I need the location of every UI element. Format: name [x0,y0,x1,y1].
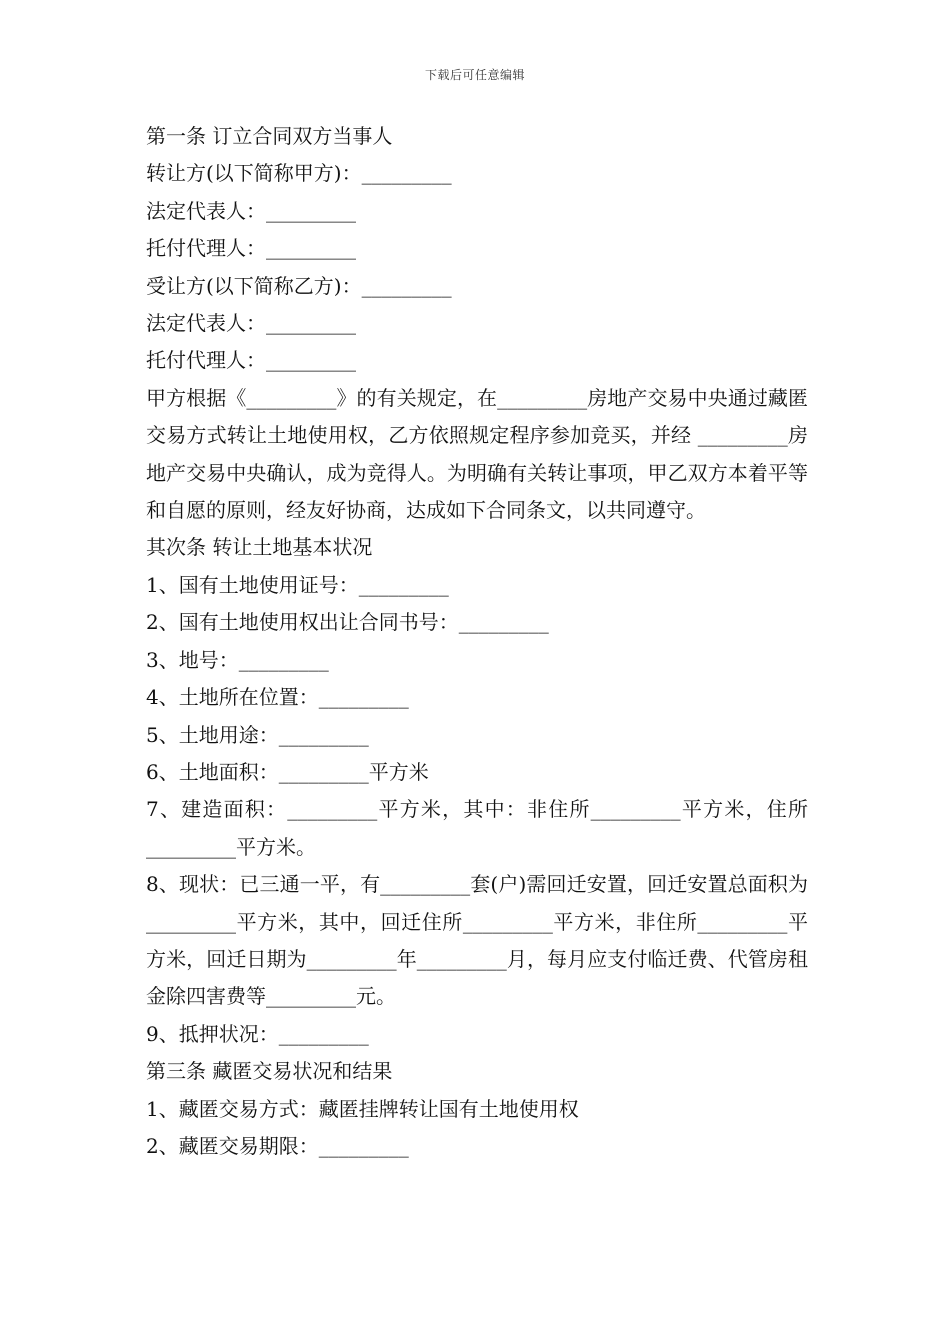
transaction-period-field: 2、藏匿交易期限：_________ [146,1133,409,1158]
land-use-field: 5、土地用途：_________ [146,722,369,747]
transferee-agent-field: 托付代理人：_________ [146,348,356,373]
transaction-method-field: 1、藏匿交易方式：藏匿挂牌转让国有土地使用权 [146,1096,579,1121]
article-2-heading: 其次条 转让土地基本状况 [146,535,373,560]
transferor-legal-rep-field: 法定代表人：_________ [146,198,356,223]
article-3-heading: 第三条 藏匿交易状况和结果 [146,1059,393,1084]
lot-number-field: 3、地号：_________ [146,647,329,672]
transferor-agent-field: 托付代理人：_________ [146,236,356,261]
transferee-field: 受让方(以下简称乙方)：_________ [146,273,452,298]
current-status-paragraph: 8、现状：已三通一平，有_________套(户)需回迁安置，回迁安置总面积为_________平方米，其中，回迁住所_________平方米，非住所_________平方米，回迁日期为_________年_________月，每月应支付临迁费、代管房租金除四害费等_________元。 [146,872,808,1009]
document-body [146,118,808,1165]
building-area-paragraph: 7、建造面积：_________平方米，其中：非住所_________平方米，住所_________平方米。 [146,797,808,859]
grant-contract-field: 2、国有土地使用权出让合同书号：_________ [146,610,549,635]
land-location-field: 4、土地所在位置：_________ [146,685,409,710]
article-1-heading: 第一条 订立合同双方当事人 [146,124,393,148]
land-area-field: 6、土地面积：_________平方米 [146,759,429,784]
transferee-legal-rep-field: 法定代表人：_________ [146,311,356,336]
page-header: 下载后可任意编辑 [424,68,525,82]
preamble-paragraph: 甲方根据《_________》的有关规定，在_________房地产交易中央通过藏匿交易方式转让土地使用权，乙方依照规定程序参加竞买，并经 _________房地产交易中央确认，成为竞得人。为明确有关转让事项，甲乙双方本着平等和自愿的原则，经友好协商，达成如下合同条文，以共同遵守。 [146,385,808,523]
mortgage-status-field: 9、抵押状况：_________ [146,1021,369,1046]
land-certificate-field: 1、国有土地使用证号：_________ [146,572,449,597]
transferor-field: 转让方(以下简称甲方)：_________ [146,161,452,186]
